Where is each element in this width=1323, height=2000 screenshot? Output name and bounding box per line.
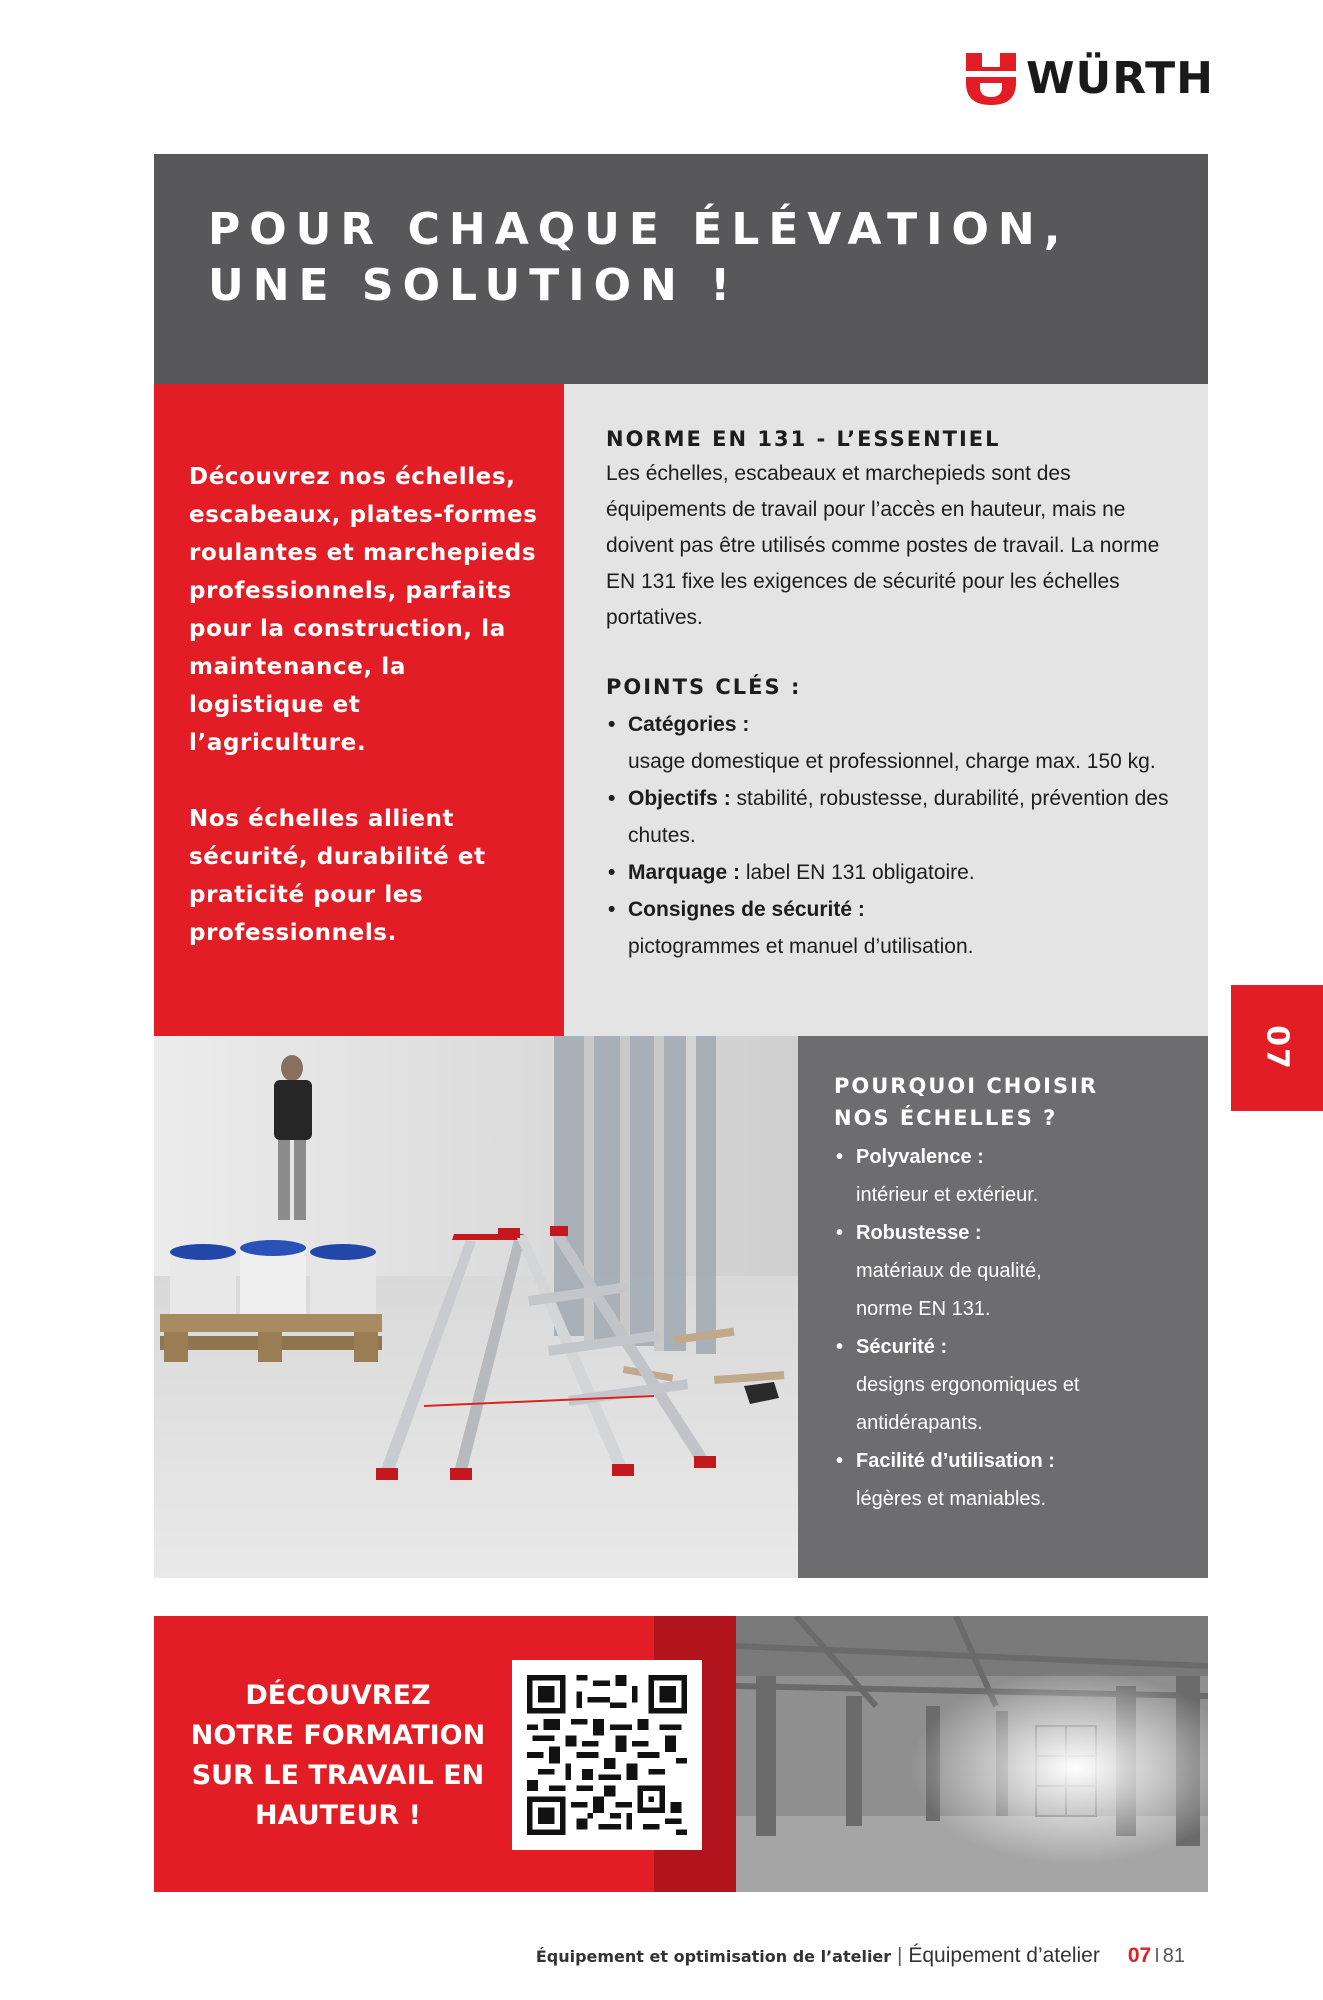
ladder-scene-image [154, 1036, 798, 1578]
why-text: matériaux de qualité, norme EN 131. [856, 1260, 1042, 1320]
norm-block [564, 384, 1208, 1036]
banner-line-4: HAUTEUR ! [255, 1800, 421, 1831]
qr-code-icon [527, 1675, 687, 1835]
point-text: label EN 131 obligatoire. [745, 861, 975, 884]
list-item [834, 1442, 1188, 1518]
why-label: Sécurité : [856, 1336, 948, 1358]
intro-paragraph-2: Nos échelles allient sécurité, durabilité et praticité pour les professionnels. [189, 806, 486, 946]
why-text: légères et maniables. [856, 1488, 1047, 1510]
title-band [154, 154, 1208, 384]
banner-line-1: DÉCOUVREZ [245, 1680, 431, 1711]
why-list [834, 1138, 1188, 1518]
list-item [834, 1214, 1188, 1328]
page-footer [536, 1944, 1185, 1968]
why-label: Polyvalence : [856, 1146, 984, 1168]
footer-page-number: 81 [1162, 1945, 1185, 1967]
chapter-tab[interactable] [1231, 985, 1323, 1111]
footer-separator: | [897, 1945, 903, 1967]
list-item [606, 891, 1188, 965]
list-item [606, 780, 1188, 854]
point-label: Catégories : [628, 713, 750, 736]
footer-chapter: 07 [1127, 1944, 1152, 1967]
why-heading-line-1: POURQUOI CHOISIR [834, 1074, 1099, 1098]
why-label: Robustesse : [856, 1222, 982, 1244]
footer-subsection: Équipement d’atelier [908, 1944, 1100, 1967]
footer-page-separator: I [1154, 1945, 1160, 1967]
point-text: pictogrammes et manuel d’utilisation. [628, 935, 974, 958]
list-item [834, 1328, 1188, 1442]
list-item [606, 854, 1188, 891]
construction-site-photo [736, 1616, 1208, 1892]
why-text: designs ergonomiques et antidérapants. [856, 1374, 1080, 1434]
point-label: Consignes de sécurité : [628, 898, 865, 921]
point-text: stabilité, robustesse, durabilité, prévention des chutes. [628, 787, 1169, 847]
points-list [606, 706, 1188, 965]
intro-block [154, 384, 564, 1036]
banner-line-3: SUR LE TRAVAIL EN [191, 1760, 485, 1791]
point-label: Objectifs : [628, 787, 731, 810]
why-block [798, 1036, 1208, 1578]
list-item [606, 706, 1188, 780]
banner-line-2: NOTRE FORMATION [190, 1720, 486, 1751]
why-text: intérieur et extérieur. [856, 1184, 1039, 1206]
wurth-logo-icon [966, 53, 1016, 105]
chapter-tab-label: 07 [1259, 1025, 1295, 1071]
intro-paragraph-1: Découvrez nos échelles, escabeaux, plates-formes roulantes et marchepieds professionnels, parfaits pour la construction, la maintenance, la logistique et l’agriculture. [189, 464, 538, 756]
page-title-line-2: UNE SOLUTION ! [208, 260, 740, 311]
norm-heading: NORME EN 131 - L’ESSENTIEL [606, 427, 1001, 451]
page-title-line-1: POUR CHAQUE ÉLÉVATION, [208, 204, 1070, 255]
point-text: usage domestique et professionnel, charge max. 150 kg. [628, 750, 1156, 773]
construction-site-image [736, 1616, 1208, 1892]
list-item [834, 1138, 1188, 1214]
wurth-logo [966, 52, 1214, 106]
ladder-photo [154, 1036, 798, 1578]
training-banner [154, 1616, 1208, 1892]
footer-section: Équipement et optimisation de l’atelier [535, 1947, 892, 1966]
why-heading-line-2: NOS ÉCHELLES ? [834, 1106, 1058, 1130]
why-label: Facilité d’utilisation : [856, 1450, 1055, 1472]
brand-name: WÜRTH [1026, 53, 1215, 104]
norm-text: Les échelles, escabeaux et marchepieds sont des équipements de travail pour l’accès en hauteur, mais ne doivent pas être utilisés comme postes de travail. La norme EN 131 fixe les exigences de sécurité pour les échelles portatives. [606, 462, 1160, 629]
point-label: Marquage : [628, 861, 741, 884]
qr-code[interactable] [512, 1660, 702, 1850]
points-heading: POINTS CLÉS : [606, 675, 802, 699]
banner-text [154, 1676, 522, 1836]
